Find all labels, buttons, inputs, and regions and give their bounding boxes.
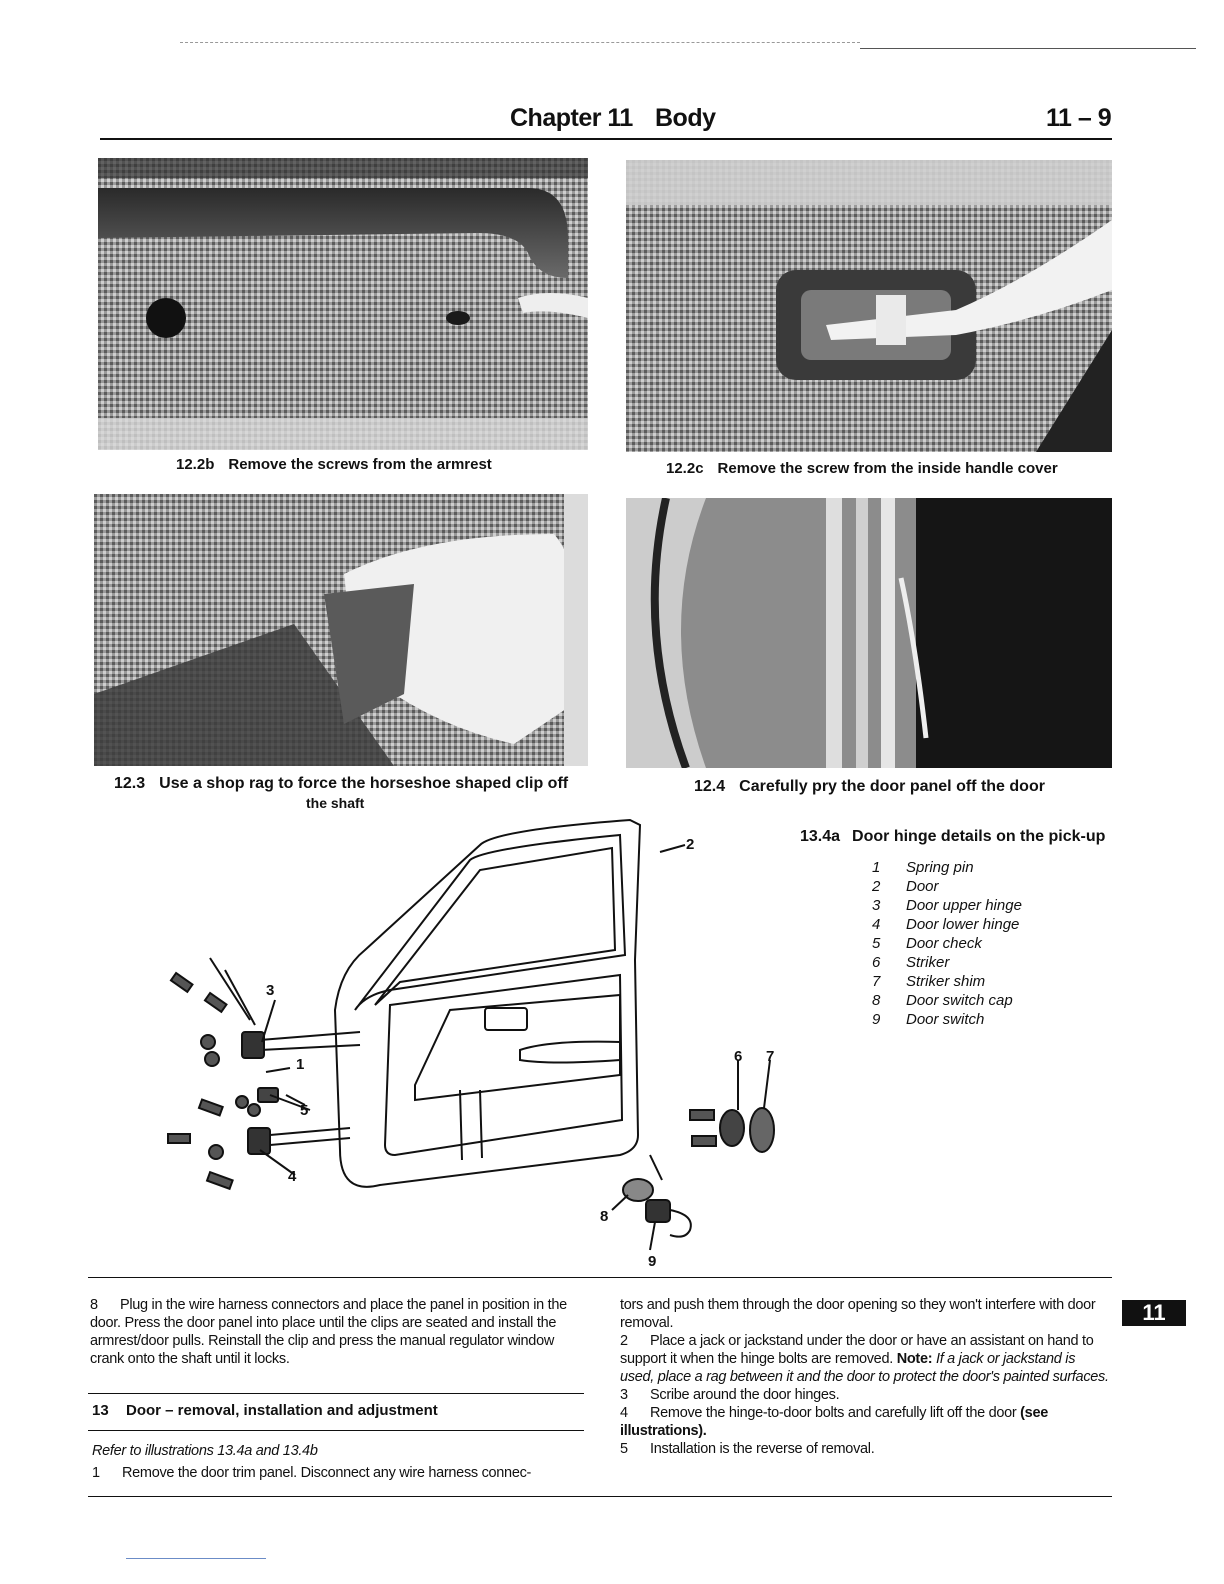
callout-2: 2 [686, 836, 695, 853]
legend-item: 2 Door [872, 878, 939, 895]
photo-inside-handle-cover [626, 160, 1112, 452]
diagram-legend [872, 858, 1022, 1029]
callout-3: 3 [266, 982, 275, 999]
legend-item: 7 Striker shim [872, 973, 986, 990]
continued-paragraph: tors and push them through the door opening so they won't interfere with door removal. [620, 1297, 1096, 1331]
callout-6: 6 [734, 1048, 743, 1065]
legend-item: 6 Striker [872, 954, 950, 971]
legend-item: 4 Door lower hinge [872, 916, 1020, 933]
photo-horseshoe-clip [94, 494, 588, 766]
caption-12-4: 12.4 Carefully pry the door panel off the door [694, 778, 1045, 795]
chapter-title: Body [655, 104, 716, 132]
chapter-label: Chapter 11 [510, 104, 633, 132]
legend-item: 1 Spring pin [872, 859, 974, 876]
callout-4: 4 [288, 1168, 297, 1185]
page-number: 11 – 9 [1046, 104, 1112, 132]
paragraph-1: 1 Remove the door trim panel. Disconnect any wire harness connec- [92, 1465, 532, 1481]
scan-edge-dashes [180, 42, 860, 44]
chapter-tab: 11 [1122, 1300, 1186, 1326]
scan-bottom-line [126, 1558, 266, 1559]
paragraph-5: 5 Installation is the reverse of removal. [620, 1441, 875, 1457]
right-column [620, 1296, 1112, 1458]
diagram-caption: 13.4a Door hinge details on the pick-up [800, 828, 1106, 845]
callout-5: 5 [300, 1102, 309, 1119]
callout-8: 8 [600, 1208, 609, 1225]
caption-12-2c: 12.2c Remove the screw from the inside handle cover [666, 460, 1058, 477]
caption-12-3-line2: the shaft [306, 795, 365, 811]
legend-item: 5 Door check [872, 935, 982, 952]
paragraph-2: 2 Place a jack or jackstand under the door or have an assistant on hand to support it when the hinge bolts are removed. Note: If a jack or jackstand is used, place a rag between it and the door to protect the door's painted surfaces. [620, 1333, 1109, 1385]
legend-item: 9 Door switch [872, 1011, 985, 1028]
caption-12-2b: 12.2b Remove the screws from the armrest [176, 456, 492, 473]
section-rule-top [88, 1393, 584, 1394]
door-hinge-diagram [150, 810, 790, 1270]
callout-9: 9 [648, 1253, 657, 1270]
paragraph-3: 3 Scribe around the door hinges. [620, 1387, 840, 1403]
scan-edge-line [860, 48, 1196, 49]
paragraph-8: 8 Plug in the wire harness connectors and place the panel in position in the door. Press the door panel into place until the clips are seated and install the armrest/door pulls. Reinstall the clip and press the manual regulator window crank onto the shaft until it locks. [90, 1297, 567, 1367]
section-rule-bottom [88, 1430, 584, 1431]
legend-item: 3 Door upper hinge [872, 897, 1022, 914]
body-top-rule [88, 1277, 1112, 1278]
header-rule [100, 138, 1112, 140]
refer-line: Refer to illustrations 13.4a and 13.4b [92, 1443, 318, 1459]
photo-door-panel [626, 498, 1112, 768]
photo-armrest-screws [98, 158, 588, 450]
paragraph-4: 4 Remove the hinge-to-door bolts and carefully lift off the door (see illustrations). [620, 1405, 1048, 1439]
section-13-heading: 13 Door – removal, installation and adjustment [92, 1402, 438, 1419]
callout-1: 1 [296, 1056, 305, 1073]
legend-item: 8 Door switch cap [872, 992, 1013, 1009]
body-bottom-rule [88, 1496, 1112, 1497]
caption-12-3: 12.3 Use a shop rag to force the horseshoe shaped clip off [114, 775, 569, 792]
callout-7: 7 [766, 1048, 775, 1065]
